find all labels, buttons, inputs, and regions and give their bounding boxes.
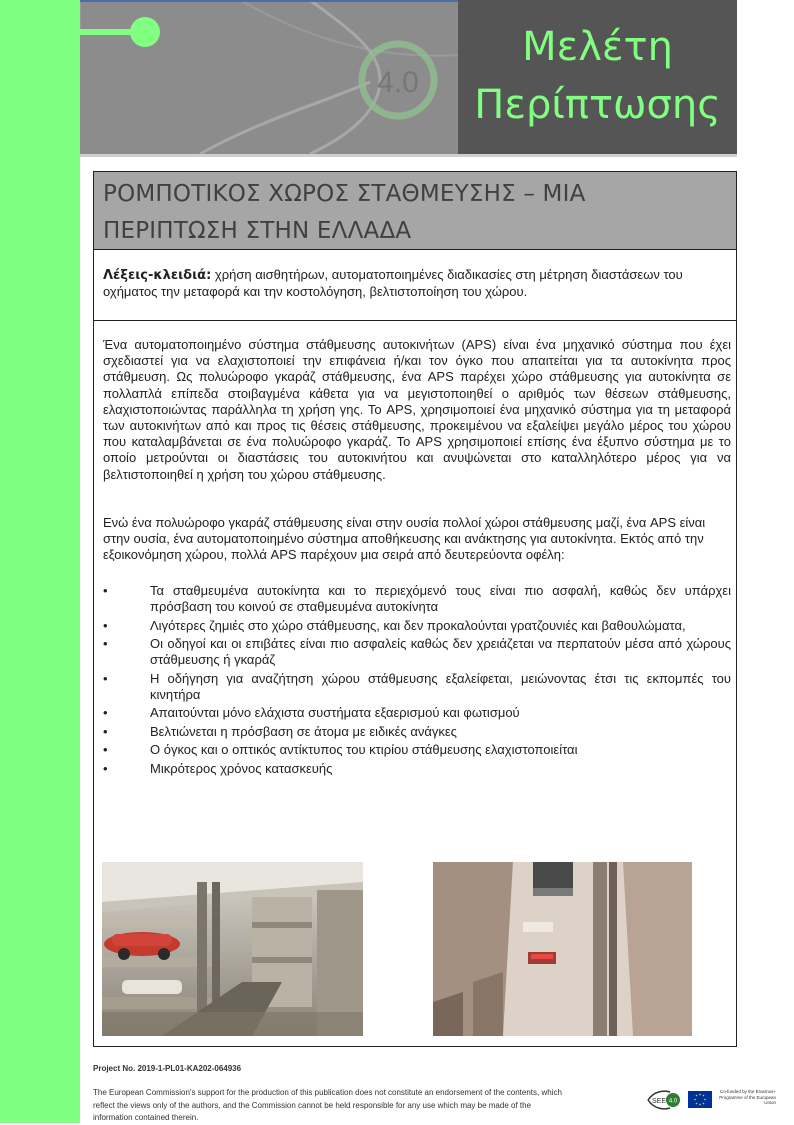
project-number: Project No. 2019-1-PL01-KA202-064936 (93, 1064, 242, 1073)
list-item-text: Βελτιώνεται η πρόσβαση σε άτομα με ειδικές ανάγκες (150, 723, 457, 739)
keywords-label: Λέξεις-κλειδιά: (103, 268, 212, 283)
list-item (103, 671, 731, 703)
body-paragraph-2: Ενώ ένα πολυώροφο γκαράζ στάθμευσης είναι στην ουσία πολλοί χώροι στάθμευσης μαζί, ένα APS είναι στην ουσία, ένα αυτοματοποιημένο σύστημα αποθήκευσης και ανάκτησης για αυτοκίνητα. Εκτός από την εξοικονόμηση χώρου, πολλά APS παρέχουν μια σειρά από δευτερεύοντα οφέλη: (103, 515, 706, 563)
see-logo-icon (646, 1089, 682, 1111)
see-logo-badge: 4.0 (668, 1098, 678, 1105)
list-item-text: Ο όγκος και ο οπτικός αντίκτυπος του κτιρίου στάθμευσης ελαχιστοποιείται (150, 742, 578, 757)
parking-photo-shaft (433, 862, 692, 1036)
list-item (103, 742, 731, 758)
eu-funding-text: Co-funded by the Erasmus+ Programme of the European Union (719, 1089, 776, 1105)
bullet-icon: • (103, 670, 108, 686)
see-logo-text: SEE (652, 1098, 667, 1105)
header-graphic (80, 0, 458, 154)
eu-flag-icon (688, 1091, 712, 1108)
list-item (103, 761, 731, 777)
eu-disclaimer: The European Commission's support for the production of this publication does not constitute an endorsement of the contents, which reflect the views only of the authors, and the Commission cannot be held responsible for any use which may be made of the information contained therein. (93, 1088, 562, 1122)
keywords-text (103, 267, 723, 300)
bullet-icon: • (103, 636, 108, 651)
header-logo-graphic (80, 0, 458, 154)
list-item-text: Η οδήγηση για αναζήτηση χώρου στάθμευσης εξαλείφεται, μειώνοντας έτσι τις εκπομπές του κινητήρα (150, 670, 731, 702)
page-title-line1: Μελέτη (522, 24, 673, 70)
bullet-icon: • (103, 742, 108, 757)
parking-photo-stacks (102, 862, 363, 1036)
left-accent-bar (0, 0, 80, 1123)
list-item-text: Τα σταθμευμένα αυτοκίνητα και το περιεχόμενό τους είναι πιο ασφαλή, καθώς δεν υπάρχει πρόσβαση του κοινού σε σταθμευμένα αυτοκίνητα (150, 583, 731, 614)
list-item (103, 583, 731, 615)
header-top-line (80, 0, 458, 2)
keywords-value: χρήση αισθητήρων, αυτοματοποιημένες διαδικασίες στη μέτρηση διαστάσεων του οχήματος την μεταφορά και την κοστολόγηση, βελτιστοποίηση του χώρου. (103, 267, 683, 299)
list-item-text: Λιγότερες ζημιές στο χώρο στάθμευσης, και δεν προκαλούνται γρατζουνιές και βαθουλώματα, (150, 617, 686, 633)
benefits-list (103, 583, 731, 779)
list-item-text: Απαιτούνται μόνο ελάχιστα συστήματα εξαερισμού και φωτισμού (150, 705, 520, 720)
page-title (458, 18, 737, 134)
body-paragraph-1: Ένα αυτοματοποιημένο σύστημα στάθμευσης αυτοκινήτων (APS) είναι ένα μηχανικό σύστημα που έχει σχεδιαστεί για να ελαχιστοποιεί την επιφάνεια ή/και τον όγκο που απαιτείται για τα αυτοκίνητα προς στάθμευση. Ως πολυώροφο γκαράζ στάθμευσης, ένα APS παρέχει χώρο στάθμευσης για αυτοκίνητα σε πολλαπλά επίπεδα στοιβαγμένα κάθετα για να μεγιστοποιηθεί ο αριθμός των θέσεων στάθμευσης, ελαχιστοποιώντας παράλληλα τη χρήση γης. Το APS, χρησιμοποιεί ένα μηχανικό σύστημα για τη μεταφορά των αυτοκινήτων από και προς τις θέσεις στάθμευσης, προκειμένου να εξαλείψει μεγάλο μέρος του χώρου που καταλαμβάνεται σε ένα πολυώροφο γκαράζ. Το APS χρησιμοποιεί επίσης ένα έξυπνο σύστημα με το οποίο μετρούνται οι διαστάσεις του αυτοκινήτου και ανυψώνεται στο καταλληλότερο μέρος για να βελτιστοποιηθεί η χρήση του χώρου στάθμευσης. (103, 337, 731, 482)
logo-badge-text: 4.0 (377, 66, 419, 99)
bullet-icon: • (103, 617, 108, 633)
bullet-icon: • (103, 705, 108, 720)
list-item-text: Οι οδηγοί και οι επιβάτες είναι πιο ασφαλείς καθώς δεν χρειάζεται να περπατούν μέσα από χώρους στάθμευσης ή γκαράζ (150, 636, 731, 667)
bullet-icon: • (103, 583, 108, 598)
list-item (103, 724, 731, 740)
header-shadow (80, 154, 737, 157)
list-item (103, 636, 731, 668)
header-dot-icon (130, 17, 160, 47)
list-item (103, 618, 731, 634)
list-item (103, 705, 731, 721)
page-title-line2: Περίπτωσης (474, 82, 721, 128)
case-title: ΡΟΜΠΟΤΙΚΟΣ ΧΩΡΟΣ ΣΤΑΘΜΕΥΣΗΣ – ΜΙΑ ΠΕΡΙΠΤΩΣΗ ΣΤΗΝ ΕΛΛΑΔΑ (103, 181, 586, 244)
bullet-icon: • (103, 760, 108, 776)
list-item-text: Μικρότερος χρόνος κατασκευής (150, 760, 333, 776)
bullet-icon: • (103, 723, 108, 739)
